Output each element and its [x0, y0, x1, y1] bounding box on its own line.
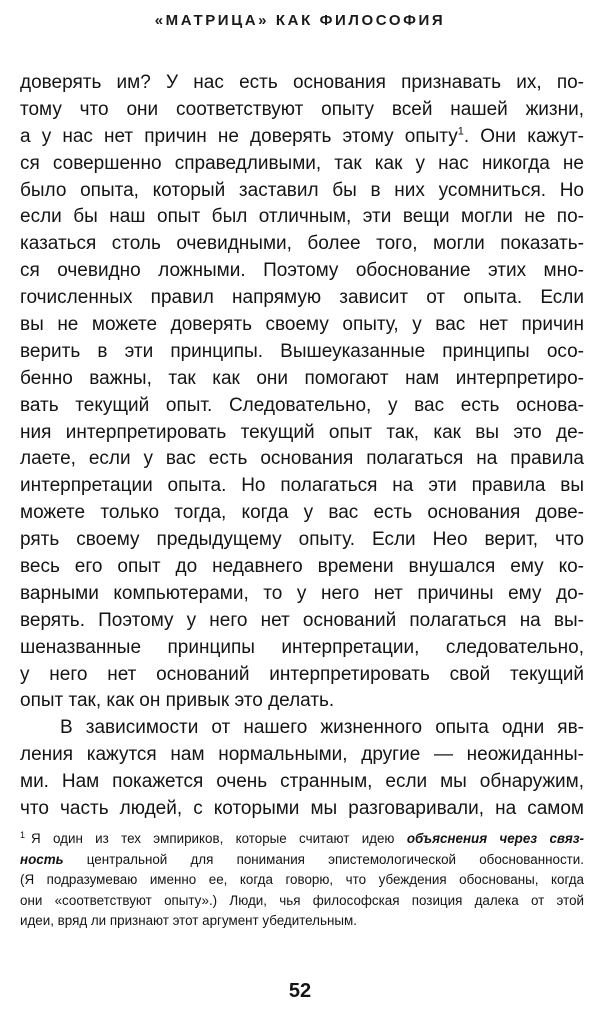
text-line: опыт так, как он привык это делать. [20, 690, 335, 712]
footnote-line: они «соответствуют опыту».) Люди, чья философская позиция далека от этой [20, 892, 584, 908]
running-title: «МАТРИЦА» КАК ФИЛОСОФИЯ [154, 12, 446, 29]
text-line: гочисленных правил напрямую зависит от опыта. Если [20, 287, 584, 309]
footnote-reference[interactable]: 1 [457, 125, 464, 138]
footnote-emphasis: объяснения через связ- [406, 831, 584, 846]
text-line: варными компьютерами, то у него нет причины ему до- [20, 582, 584, 604]
footnote-line [20, 850, 584, 871]
text-fragment: . Они кажут- [463, 125, 584, 147]
footnote-emphasis: ность [20, 851, 64, 867]
text-line: верять. Поэтому у него нет оснований полагаться на вы- [20, 609, 584, 631]
text-line: тому что они соответствуют опыту всей нашей жизни, [20, 98, 584, 120]
text-line [20, 124, 584, 151]
footnote-line [20, 829, 584, 850]
footnote-line: (Я подразумеваю именно ее, когда говорю, что убеждения обоснованы, когда [20, 872, 584, 887]
text-line: В зависимости от нашего жизненного опыта одни яв- [60, 717, 584, 739]
text-line: интерпретации опыта. Но полагаться на эти правила вы [20, 475, 584, 497]
text-line: бенно важны, так как они помогают нам интерпретиро- [20, 367, 584, 389]
text-line: ся очевидно ложными. Поэтому обоснование этих мно- [20, 260, 584, 282]
text-line: у него нет оснований интерпретировать свой текущий [20, 663, 584, 685]
footnote-text: центральной для понимания эпистемологической обоснованности. [63, 851, 584, 867]
footnote-text: Я один из тех эмпириков, которые считают идею [31, 831, 407, 846]
footnote-line: идеи, вряд ли признают этот аргумент убедительным. [20, 913, 357, 928]
text-line: лаете, если у вас есть основания полагаться на правила [20, 448, 584, 470]
text-line: казаться столь очевидными, более того, могли показать- [20, 233, 584, 255]
text-line: можете только тогда, когда у вас есть основания дове- [20, 502, 584, 524]
text-line: верить в эти принципы. Вышеуказанные принципы осо- [20, 340, 584, 362]
text-line: было опыта, который заставил бы в них усомниться. Но [20, 179, 584, 201]
page-number: 52 [288, 980, 312, 1002]
text-line: ления кажутся нам нормальными, другие — неожиданны- [20, 744, 584, 766]
text-line: ся совершенно справедливыми, так как у нас никогда не [20, 152, 584, 174]
footnote-number: 1 [20, 829, 26, 840]
text-line: рять своему предыдущему опыту. Если Нео верит, что [20, 529, 584, 551]
text-line: вать текущий опыт. Следовательно, у вас есть основа- [20, 394, 584, 416]
text-fragment: а у нас нет причин не доверять этому опыту [20, 125, 458, 147]
main-text [20, 70, 584, 823]
text-line: вы не можете доверять своему опыту, у вас нет причин [20, 314, 584, 336]
text-line: если бы наш опыт был отличным, эти вещи могли не по- [20, 206, 584, 228]
text-line: весь его опыт до недавнего времени внушался ему ко- [20, 556, 584, 578]
text-line: что часть людей, с которыми мы разговаривали, на самом [20, 798, 584, 820]
footnote [20, 829, 584, 932]
text-line: ния интерпретировать текущий опыт так, как вы это де- [20, 421, 584, 443]
text-line: шеназванные принципы интерпретации, следовательно, [20, 636, 584, 658]
text-line: доверять им? У нас есть основания признавать их, по- [20, 72, 584, 93]
text-line: ми. Нам покажется очень странным, если мы обнаружим, [20, 771, 584, 793]
